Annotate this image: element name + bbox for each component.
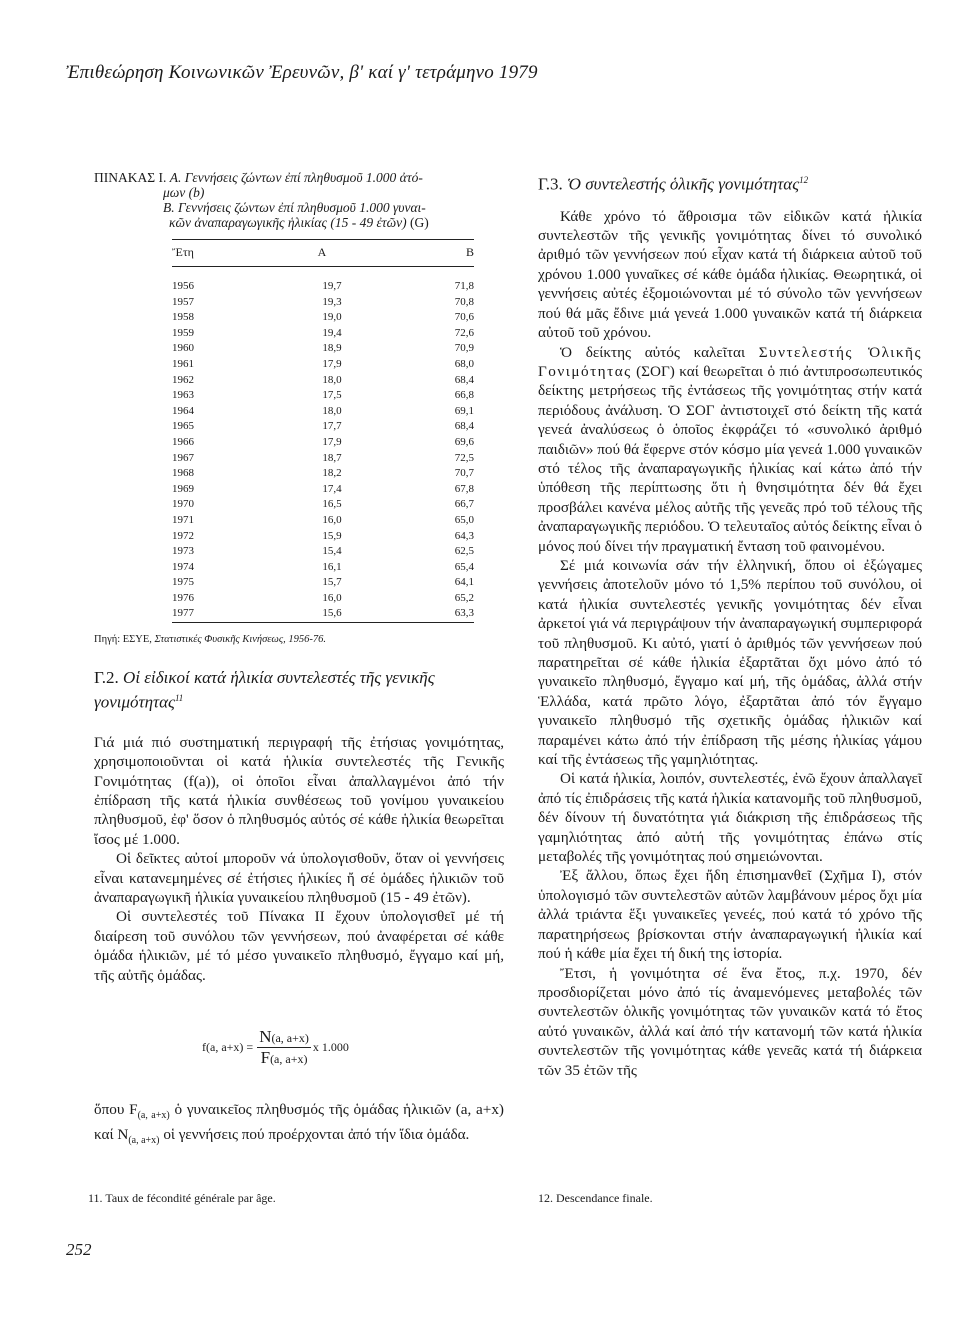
page-number: 252: [66, 1240, 92, 1259]
value-a-cell: 18,0: [322, 404, 342, 417]
year-cell: 1958: [172, 311, 194, 324]
section-2-number: Γ.2.: [94, 668, 119, 688]
year-cell: 1961: [172, 357, 194, 370]
table-caption-b-unit: (G): [406, 215, 429, 230]
table-row: [172, 513, 474, 529]
paragraph: Ὁ δείκτης αὐτός καλεῖται Συντελεστής Ὁλικῆς Γονιμότητας (ΣΟΓ) καί θεωρεῖται ὁ πιό ἀντιπροσωπευτικός δείκτης μετρήσεως τῆς ἐντάσεως τῆς γονιμότητας στήν κατά περιόδους ἀνάλυση. Ὁ ΣΟΓ ἀντιστοιχεῖ στό δείκτη τῆς κατά γενεά ἀναλύσεως ὁ ὁποῖος ἐκφράζει τό «συνολικό ἀριθμό παιδιῶν» πού θά ἔφερνε στόν κόσμο μία γενεά 1.000 γυναικῶν στό τέλος τῆς ἀναπαραγωγικῆς ἡλικίας καί κάτω ἀπό τήν ὑπόθεση τῆς περίπτωσης ὅτι ἡ θνησιμότητα δέν θά ἔχει προσβάλει κανένα μέλος αὐτῆς τῆς γενεᾶς πρό τοῦ τέλους τῆς ἀναπαραγωγικῆς περιόδου. Ὁ τελευταῖος αὐτός δείκτης εἶναι ὁ μόνος πού δίνει τήν πραγματική ἔνταση τοῦ φαινομένου.: [538, 343, 923, 555]
value-a-cell: 17,5: [322, 389, 342, 402]
table-row: [172, 267, 474, 295]
value-b-cell: 68,4: [454, 373, 474, 386]
value-a-cell: 15,4: [322, 545, 342, 558]
formula-lhs: f(a, a+x) =: [202, 1040, 254, 1054]
year-cell: 1959: [172, 326, 194, 339]
value-a-cell: 18,2: [322, 467, 342, 480]
value-a-cell: 17,9: [322, 435, 342, 448]
table-row: [172, 591, 474, 607]
table-row: [172, 606, 474, 622]
paragraph: Ἔτσι, ἡ γονιμότητα σέ ἕνα ἔτος, π.χ. 1970, δέν προσδιορίζεται μόνο ἀπό τίς ἀναμενόμενες μεταβολές τῶν συντελεστῶν ὁλικῆς γονιμότητας τῶν γυναικῶν κατά τό ἔτος αὐτό γυναικῶν, ἀλλά καί ἀπό τήν κατανομή τῶν κατά ἡλικία συντελεστῶν τῆς γονιμότητας κάθε γενεᾶς κατά τή διάρκεια τῶν 35 ἐτῶν τῆς: [538, 964, 922, 1079]
source-title: Στατιστικές Φυσικῆς Κινήσεως, 1956-76.: [154, 634, 326, 646]
table-row: [172, 575, 474, 591]
year-cell: 1956: [172, 280, 194, 292]
table-row: [172, 451, 474, 467]
year-cell: 1967: [172, 451, 194, 464]
table-caption-a-cont: μων (b): [163, 185, 205, 200]
paragraph: Σέ μιά κοινωνία σάν τήν ἑλληνική, ὅπου οἱ ἐξώγαμες γεννήσεις ἀποτελοῦν μόνο τό 1,5% περίπου τοῦ συνόλου, οἱ κατά ἡλικία συντελεστές γενικῆς γονιμότητας δέν εἶναι ἀρκετοί γιά νά περιγράψουν τήν ἀναπαραγωγική συμπεριφορά τοῦ πληθυσμοῦ. Κι αὐτό, γιατί ὁ ἀριθμός τῶν γεννήσεων πού παρατηρεῖται σέ κάθε ἡλικία ἐξαρτᾶται ὄχι μόνο ἀπό τό γυναικεῖο πληθυσμό, ἔγγαμο καί μή, τῆς ὁμάδας, ἀλλά στήν Ἑλλάδα, κατά πρῶτο λόγο, ἐξαρτᾶται ἀπό τόν ἔγγαμο γυναικεῖο πληθυσμό τῆς σχετικῆς ὁμάδας ἡλικιῶν καί παραμένει κάτω ἀπό τήν ἐπίδραση τῆς μέσης ἡλικίας γάμου καί τῆς ἐντάσεως τῆς γαμηλιότητας.: [538, 556, 922, 769]
year-cell: 1976: [172, 591, 194, 604]
year-cell: 1963: [172, 389, 194, 402]
table-body: [172, 267, 474, 623]
value-b-cell: 68,4: [454, 420, 474, 433]
table-row: [172, 310, 474, 326]
formula-denominator: F(a, a+x): [260, 1048, 308, 1067]
formula-multiplier: x 1.000: [312, 1040, 349, 1054]
formula-explanation: ὅπου $F_{(a, a+x)}$ ὁ γυναικεῖος πληθυσμός τῆς ὁμάδας ἡλικιῶν (a, a+x) καί $N_{(a, a+x)}$ οἱ γεννήσεις πού προέρχονται ἀπό τήν ἴδια ὁμάδα.: [94, 1101, 504, 1147]
table-row: [172, 497, 474, 513]
value-b-cell: 71,8: [454, 280, 474, 292]
value-a-cell: 19,4: [322, 326, 342, 339]
source-label: Πηγή: ΕΣΥΕ,: [94, 634, 155, 646]
value-b-cell: 67,8: [454, 482, 474, 495]
births-table: [172, 239, 474, 627]
header-b: Β: [372, 240, 474, 267]
value-b-cell: 70,9: [454, 342, 474, 355]
value-a-cell: 19,3: [322, 295, 342, 308]
value-a-cell: 19,0: [322, 311, 342, 324]
paragraph: Οἱ κατά ἡλικία, λοιπόν, συντελεστές, ἐνῶ ἔχουν ἀπαλλαγεῖ ἀπό τίς ἐπιδράσεις τῆς κατά ἡλικία κατανομῆς τοῦ πληθυσμοῦ, δέν δίνουν τή δυνατότητα γιά διάκριση τῆς ἐπιδράσεως τῆς γαμηλιότητας ἀπό αὐτή τῆς γονιμότητας ἐπάνω στίς μεταβολές τῆς γονιμότητας πού σημειώνονται.: [538, 770, 922, 866]
table-row: [172, 404, 474, 420]
year-cell: 1972: [172, 529, 194, 542]
value-b-cell: 64,3: [454, 529, 474, 542]
table-caption-b: Β. Γεννήσεις ζώντων ἐπί πληθυσμοῦ 1.000 γυναι-: [163, 200, 426, 215]
formula-fraction: [257, 1027, 311, 1068]
paragraph: Οἱ δεῖκτες αὐτοί μποροῦν νά ὑπολογισθοῦν, ὅταν οἱ γεννήσεις εἶναι κατανεμημένες σέ ἐτήσιες ἡλικίες ἤ σέ ὁμάδες ἡλικιῶν τοῦ ἀναπαραγωγικῆ ἡλικία γυναικείου πληθυσμοῦ (15 - 49 ἐτῶν).: [94, 850, 504, 906]
year-cell: 1960: [172, 342, 194, 355]
value-b-cell: 69,6: [454, 435, 474, 448]
year-cell: 1962: [172, 373, 194, 386]
section-3-title: Ὁ συντελεστής ὁλικῆς γονιμότητας: [567, 174, 800, 194]
value-a-cell: 18,0: [322, 373, 342, 386]
table-caption-prefix: ΠΙΝΑΚΑΣ Ι.: [94, 170, 167, 185]
table-row: [172, 544, 474, 560]
year-cell: 1974: [172, 560, 194, 573]
value-b-cell: 70,8: [454, 295, 474, 308]
table-row: [172, 529, 474, 545]
table-row: [172, 373, 474, 389]
value-b-cell: 66,7: [454, 498, 474, 511]
section-3-number: Γ.3.: [538, 174, 563, 194]
value-a-cell: 16,0: [322, 513, 342, 526]
header-years: Ἔτη: [172, 240, 272, 267]
value-a-cell: 17,4: [322, 482, 342, 495]
value-b-cell: 62,5: [454, 545, 474, 558]
section-2-body: [94, 733, 504, 985]
value-a-cell: 19,7: [322, 280, 342, 292]
table-row: [172, 326, 474, 342]
year-cell: 1970: [172, 498, 194, 511]
value-b-cell: 70,7: [454, 467, 474, 480]
table-row: [172, 560, 474, 576]
paragraph: Ἐξ ἄλλου, ὅπως ἔχει ἤδη ἐπισημανθεῖ (Σχῆμα Ι), στόν ὑπολογισμό τῶν συντελεστῶν αὐτῶν λαμβάνουν μέρος ὄχι μία ἀλλά τριάντα ἕξι γυναικεῖες γενεές, πού κατά τό χρόνο τῆς παρατηρήσεως βρίσκονται στήν ἀναπαραγωγική ἡλικία καί πού ἡ κάθε μία ἔχει τή δική της ἱστορία.: [538, 867, 922, 963]
value-b-cell: 64,1: [454, 576, 474, 589]
value-a-cell: 16,1: [322, 560, 342, 573]
year-cell: 1965: [172, 420, 194, 433]
table-caption-a: Α. Γεννήσεις ζώντων ἐπί πληθυσμοῦ 1.000 ἀτό-: [169, 170, 423, 185]
year-cell: 1968: [172, 467, 194, 480]
value-b-cell: 72,6: [454, 326, 474, 339]
table-row: [172, 466, 474, 482]
value-a-cell: 15,7: [322, 576, 342, 589]
value-a-cell: 18,9: [322, 342, 342, 355]
section-2-heading: [94, 668, 504, 713]
year-cell: 1964: [172, 404, 194, 417]
table-bottom-rule: [172, 623, 474, 628]
value-b-cell: 72,5: [454, 451, 474, 464]
value-a-cell: 16,0: [322, 591, 342, 604]
year-cell: 1973: [172, 545, 194, 558]
table-row: [172, 341, 474, 357]
table-row: [172, 295, 474, 311]
value-a-cell: 17,7: [322, 420, 342, 433]
spaced-term: Συντελεστής Ὁλικῆς Γονιμότητας: [538, 343, 922, 380]
year-cell: 1966: [172, 435, 194, 448]
table-caption-b-cont: κῶν ἀναπαραγωγικῆς ἡλικίας (15 - 49 ἐτῶν): [169, 215, 407, 230]
header-a: Α: [272, 240, 372, 267]
paragraph: Οἱ συντελεστές τοῦ Πίνακα ΙΙ ἔχουν ὑπολογισθεῖ μέ τή διαίρεση τοῦ συνόλου τῶν γεννήσεων, πού ἀναφέρεται σέ κάθε ὁμάδα ἡλικιῶν, μέ τό μέσο γυναικεῖο πληθυσμό, ἔγγαμο καί μή, τῆς αὐτῆς ὁμάδας.: [94, 908, 504, 984]
year-cell: 1971: [172, 513, 194, 526]
table-row: [172, 482, 474, 498]
value-b-cell: 66,8: [454, 389, 474, 402]
right-column: [538, 170, 922, 1080]
year-cell: 1969: [172, 482, 194, 495]
formula-numerator: N(a, a+x): [259, 1027, 309, 1046]
section-2-title: Οἱ εἰδικοί κατά ἡλικία συντελεστές τῆς γενικῆς γονιμότητας: [94, 668, 435, 712]
footnote-11: 11. Taux de fécondité générale par âge.: [88, 1191, 276, 1205]
table-row: [172, 419, 474, 435]
value-a-cell: 15,6: [322, 607, 342, 620]
left-column: [94, 170, 504, 1151]
value-b-cell: 65,0: [454, 513, 474, 526]
footnote-ref-11: 11: [174, 693, 184, 704]
value-b-cell: 70,6: [454, 311, 474, 324]
value-a-cell: 18,7: [322, 451, 342, 464]
year-cell: 1957: [172, 295, 194, 308]
table-source: [94, 634, 504, 645]
table-header-row: [172, 240, 474, 267]
section-3-heading: [538, 170, 922, 195]
year-cell: 1977: [172, 607, 194, 620]
paragraph: Γιά μιά πιό συστηματική περιγραφή τῆς ἐτήσιας γονιμότητας, χρησιμοποιοῦνται οἱ κατά ἡλικία συντελεστές τῆς Γενικῆς Γονιμότητας (f(a)), οἱ ὁποῖοι εἶναι ἀπαλλαγμένοι ἀπό τήν ἐπίδραση τῆς κατά ἡλικία συνθέσεως τοῦ γονίμου γυναικείου πληθυσμοῦ, ἐφ' ὅσον ὁ πληθυσμός αὐτός σέ κάθε ἡλικία θεωρεῖται ἴσος μέ 1.000.: [94, 733, 504, 848]
fertility-rate-formula: [202, 1027, 504, 1068]
year-cell: 1975: [172, 576, 194, 589]
table-row: [172, 435, 474, 451]
value-b-cell: 69,1: [454, 404, 474, 417]
value-b-cell: 68,0: [454, 357, 474, 370]
value-b-cell: 65,2: [454, 591, 474, 604]
value-a-cell: 17,9: [322, 357, 342, 370]
footnote-12: 12. Descendance finale.: [538, 1191, 653, 1205]
footnote-ref-12: 12: [799, 175, 809, 185]
table-row: [172, 357, 474, 373]
section-3-body: [538, 207, 922, 1080]
value-a-cell: 16,5: [322, 498, 342, 511]
table-row: [172, 388, 474, 404]
paragraph: Κάθε χρόνο τό ἄθροισμα τῶν εἰδικῶν κατά ἡλικία συντελεστῶν τῆς γενικῆς γονιμότητας δίνει τό συνολικό ἀριθμό τῶν γεννήσεων πού εἶχαν κατά τή διάρκεια αὐτοῦ τοῦ χρόνου 1.000 γυναῖκες σέ κάθε ὁμάδα ἡλικίας. Θεωρητικά, οἱ γεννήσεις αὐτές ἐξομοιώνονται μέ τό σύνολο τῶν γεννήσεων πού θά μᾶς ἔδινε μιά γενεά 1.000 γυναικῶν κατά τή διάρκεια αὐτοῦ τοῦ χρόνου.: [538, 207, 922, 342]
value-b-cell: 63,3: [454, 607, 474, 620]
running-header: Ἐπιθεώρηση Κοινωνικῶν Ἐρευνῶν, β' καί γ' τετράμηνο 1979: [66, 62, 538, 83]
value-b-cell: 65,4: [454, 560, 474, 573]
value-a-cell: 15,9: [322, 529, 342, 542]
table-caption: [94, 170, 504, 230]
